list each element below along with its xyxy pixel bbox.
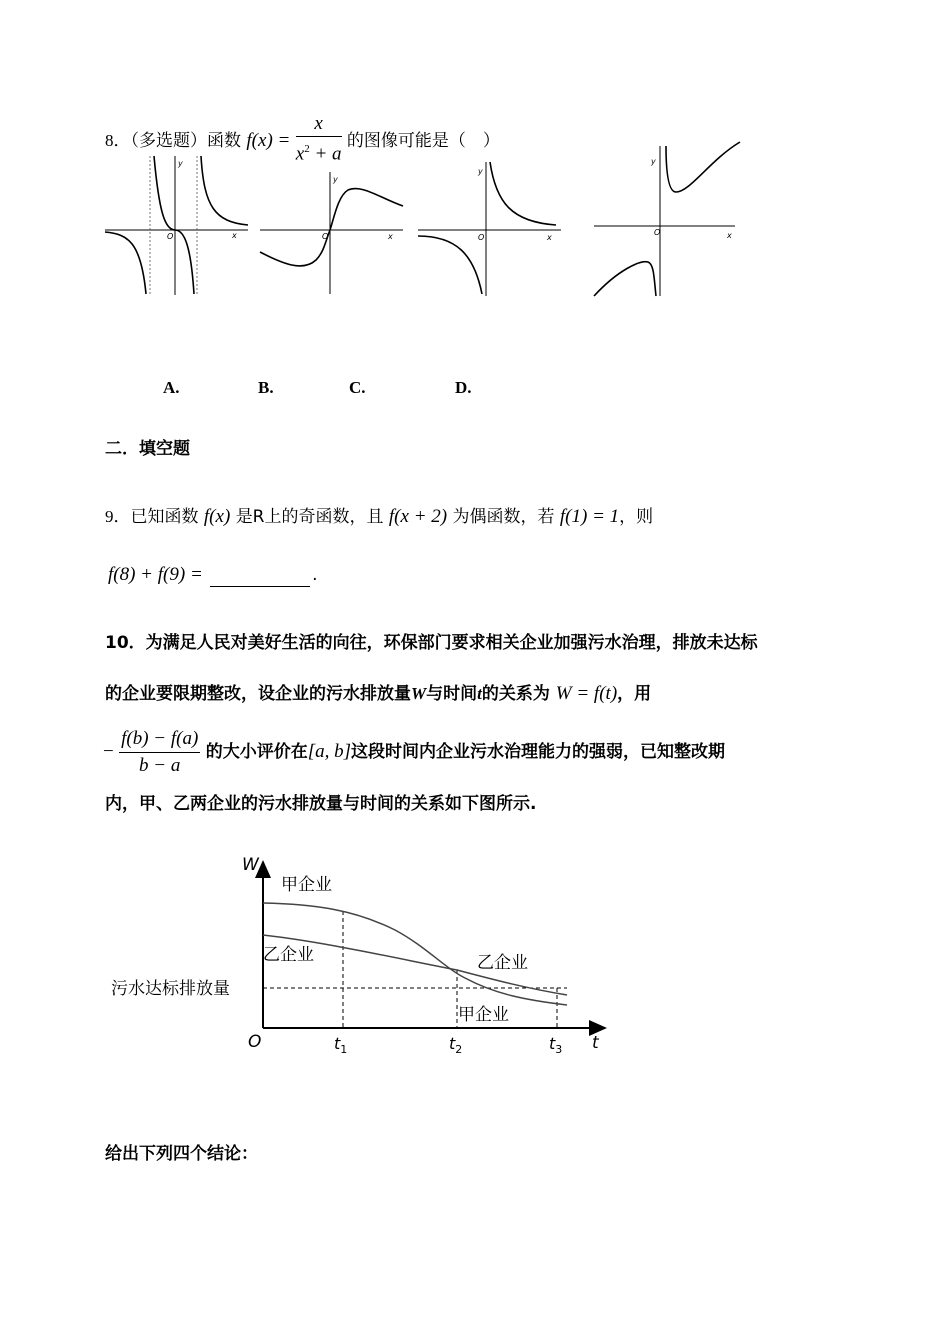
graph-c bbox=[416, 158, 564, 298]
fig-label-yi-left: 乙企业 bbox=[263, 945, 314, 965]
graph-d-curve-right bbox=[666, 142, 740, 192]
q10-line2d: ，用 bbox=[617, 684, 652, 704]
pollution-figure bbox=[105, 850, 615, 1060]
fig-tick-t3 bbox=[549, 1034, 562, 1056]
q8-frac-den bbox=[296, 137, 342, 164]
q10-line3a: 的大小评价在 bbox=[205, 742, 308, 762]
graph-b-y-label: y bbox=[333, 175, 338, 184]
q9-line1 bbox=[105, 505, 653, 529]
graph-c-y-label: y bbox=[478, 167, 483, 176]
fig-x-label: t bbox=[592, 1033, 599, 1053]
q8-lead: 函数 bbox=[207, 131, 241, 152]
q10-fraction bbox=[119, 728, 200, 777]
q10-t: t bbox=[477, 684, 482, 703]
graph-d-y-label: y bbox=[651, 157, 656, 166]
graph-c-curve-left bbox=[418, 236, 482, 294]
q9-answer-blank[interactable] bbox=[210, 568, 310, 587]
fig-tick-t3-base: t bbox=[549, 1034, 556, 1053]
option-c: C. bbox=[349, 378, 366, 397]
graph-a-y-label: y bbox=[178, 159, 183, 168]
q10-line2a: 的企业要限期整改，设企业的污水排放量 bbox=[105, 684, 411, 704]
q8-number: 8． bbox=[105, 131, 131, 151]
q9-t3: 为偶函数，若 bbox=[452, 507, 555, 527]
q8-den-rest: + a bbox=[309, 143, 342, 165]
fig-label-jia-bottom: 甲企业 bbox=[458, 1005, 509, 1025]
q8-frac-num: x bbox=[296, 114, 342, 137]
q10-interval: [a, b] bbox=[307, 741, 352, 762]
fig-origin: O bbox=[248, 1032, 262, 1052]
fig-y-label: W bbox=[242, 855, 259, 875]
graph-b-origin: O bbox=[322, 232, 329, 241]
q10-line3 bbox=[103, 726, 725, 780]
q8-tail: 的图像可能是（ ） bbox=[346, 131, 500, 152]
q10-frac-num: f(b) − f(a) bbox=[119, 728, 200, 753]
graph-b-curve bbox=[260, 189, 403, 266]
graph-d-x-label: x bbox=[727, 231, 732, 240]
section-title: 二．填空题 bbox=[105, 439, 190, 459]
graph-a-curve-mid bbox=[154, 156, 194, 294]
q10-line4: 内，甲、乙两企业的污水排放量与时间的关系如下图所示. bbox=[105, 794, 537, 814]
conclusion-text: 给出下列四个结论： bbox=[105, 1144, 258, 1164]
fig-tick-t1 bbox=[334, 1034, 347, 1056]
q9-expr: f(8) + f(9) = bbox=[108, 564, 203, 585]
fig-standard-label: 污水达标排放量 bbox=[111, 979, 230, 999]
q10-frac-den: b − a bbox=[139, 754, 181, 776]
option-b: B. bbox=[258, 378, 274, 397]
graph-d bbox=[590, 140, 742, 300]
q10-minus: − bbox=[103, 741, 114, 762]
graph-a-origin: O bbox=[167, 232, 174, 241]
q10-line2b: 与时间 bbox=[426, 684, 478, 704]
q9-fx2: f(x + 2) bbox=[388, 506, 448, 527]
q10-wft: W = f(t) bbox=[555, 683, 618, 704]
graph-c-x-label: x bbox=[547, 233, 552, 242]
q8-tag: （多选题） bbox=[130, 131, 207, 152]
q9-end: . bbox=[312, 565, 318, 585]
graph-a-x-label: x bbox=[232, 231, 237, 240]
graph-c-origin: O bbox=[478, 233, 485, 242]
q8-fraction bbox=[296, 114, 342, 164]
option-d: D. bbox=[455, 378, 472, 397]
graph-d-origin: O bbox=[654, 228, 661, 237]
graph-b bbox=[258, 168, 406, 296]
graph-a-curve-right bbox=[201, 156, 248, 225]
graph-c-curve-right bbox=[490, 162, 556, 225]
q9-f1: f(1) = 1 bbox=[559, 506, 620, 527]
fig-tick-t2-base: t bbox=[449, 1034, 456, 1053]
fig-tick-t3-sub: 3 bbox=[555, 1043, 563, 1056]
q8-fx: f(x) = bbox=[246, 130, 291, 152]
q9-t1: 已知函数 bbox=[130, 507, 199, 527]
q10-line1: 10．为满足人民对美好生活的向往，环保部门要求相关企业加强污水治理，排放未达标 bbox=[105, 633, 758, 653]
q9-t2: 是R上的奇函数，且 bbox=[235, 507, 384, 527]
graph-a-curve-left bbox=[105, 232, 146, 294]
q8-den-base: x bbox=[295, 143, 305, 165]
graph-a bbox=[103, 152, 251, 298]
fig-tick-t2-sub: 2 bbox=[455, 1043, 463, 1056]
q9-t4: ，则 bbox=[619, 507, 654, 527]
q8-den-exp: 2 bbox=[304, 143, 310, 155]
fig-tick-t1-base: t bbox=[334, 1034, 341, 1053]
fig-tick-t1-sub: 1 bbox=[340, 1043, 348, 1056]
graph-d-curve-left bbox=[594, 262, 656, 296]
q9-line2 bbox=[108, 563, 318, 587]
q9-fx: f(x) bbox=[203, 506, 231, 527]
q9-number: 9． bbox=[105, 507, 131, 526]
q10-line2c: 的关系为 bbox=[481, 684, 550, 704]
q10-line2 bbox=[105, 682, 651, 706]
fig-label-jia-top: 甲企业 bbox=[281, 875, 332, 895]
graph-b-x-label: x bbox=[388, 232, 393, 241]
option-a: A. bbox=[163, 378, 180, 397]
q10-W: W bbox=[411, 684, 427, 703]
fig-tick-t2 bbox=[449, 1034, 462, 1056]
fig-label-yi-right: 乙企业 bbox=[477, 953, 528, 973]
q10-line3b: 这段时间内企业污水治理能力的强弱，已知整改期 bbox=[351, 742, 726, 762]
